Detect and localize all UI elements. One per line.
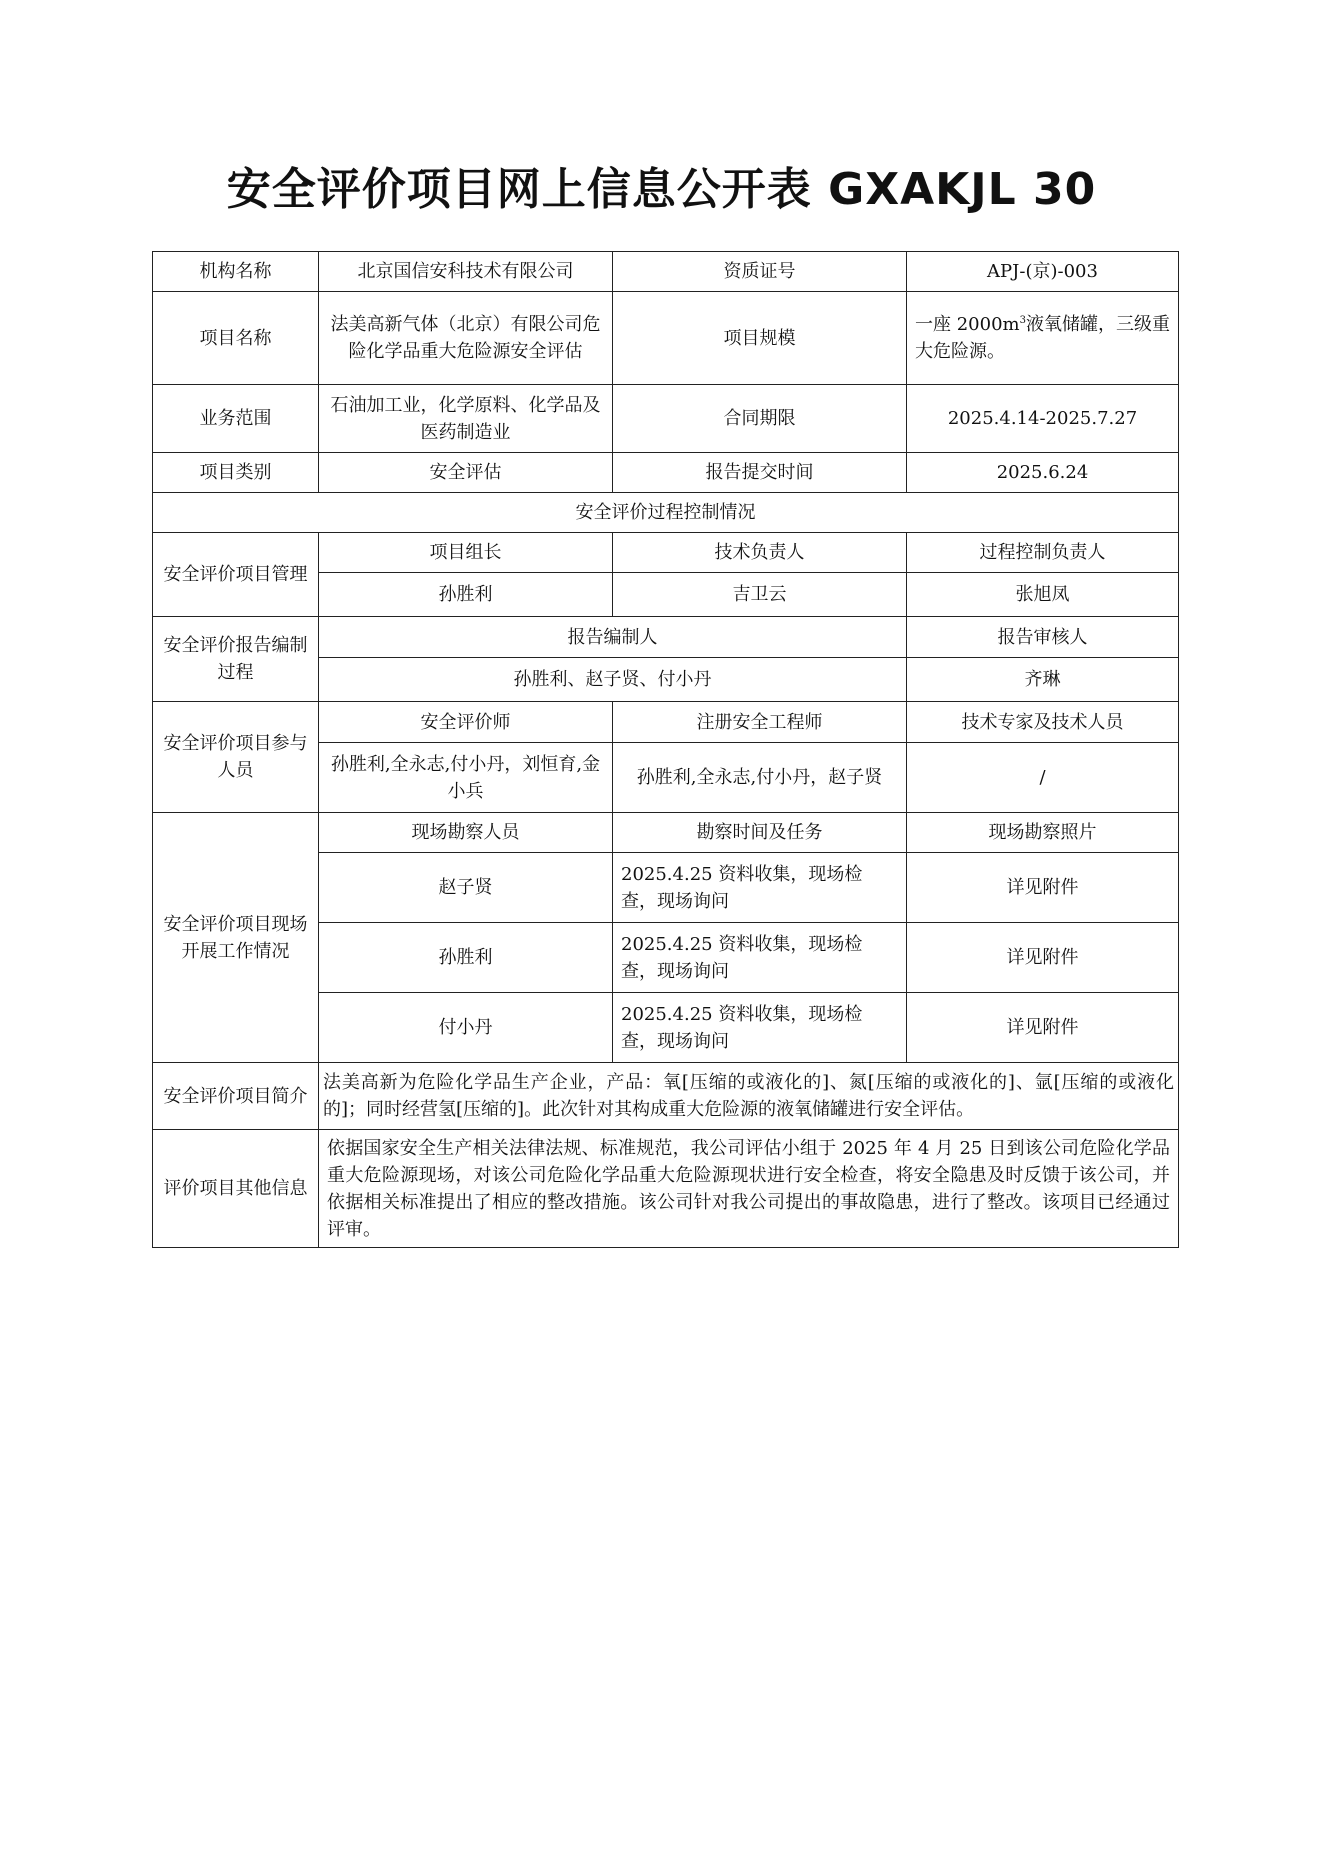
mgmt-header: 技术负责人	[613, 533, 907, 573]
mgmt-header: 项目组长	[319, 533, 613, 573]
site-header: 现场勘察照片	[907, 813, 1179, 853]
site-task: 2025.4.25 资料收集，现场检查，现场询问	[613, 923, 907, 993]
row-summary	[153, 1063, 1179, 1130]
site-person: 付小丹	[319, 993, 613, 1063]
label-org-name: 机构名称	[153, 252, 319, 292]
report-value: 齐琳	[907, 658, 1179, 702]
label-report-submit-time: 报告提交时间	[613, 453, 907, 493]
row-org	[153, 252, 1179, 292]
row-process-section	[153, 493, 1179, 533]
report-header: 报告审核人	[907, 617, 1179, 658]
label-project-name: 项目名称	[153, 292, 319, 385]
site-person: 孙胜利	[319, 923, 613, 993]
label-project-category: 项目类别	[153, 453, 319, 493]
value-summary: 法美高新为危险化学品生产企业，产品：氧[压缩的或液化的]、氮[压缩的或液化的]、氩[压缩的或液化的]；同时经营氢[压缩的]。此次针对其构成重大危险源的液氧储罐进行安全评估。	[319, 1063, 1179, 1130]
label-project-scale: 项目规模	[613, 292, 907, 385]
value-project-name: 法美高新气体（北京）有限公司危险化学品重大危险源安全评估	[319, 292, 613, 385]
value-project-scale	[907, 292, 1179, 385]
participants-value: /	[907, 743, 1179, 813]
scale-text-a: 一座 2000m	[915, 314, 1020, 335]
process-section-heading: 安全评价过程控制情况	[153, 493, 1179, 533]
label-summary: 安全评价项目简介	[153, 1063, 319, 1130]
info-table	[152, 251, 1179, 1248]
participants-value: 孙胜利,全永志,付小丹，赵子贤	[613, 743, 907, 813]
scale-text-b: 液氧储罐，三级重大危险源。	[915, 314, 1170, 362]
mgmt-value: 孙胜利	[319, 573, 613, 617]
row-mgmt-headers	[153, 533, 1179, 573]
participants-header: 安全评价师	[319, 702, 613, 743]
site-task: 2025.4.25 资料收集，现场检查，现场询问	[613, 853, 907, 923]
report-header: 报告编制人	[319, 617, 907, 658]
site-photo: 详见附件	[907, 993, 1179, 1063]
site-person: 赵子贤	[319, 853, 613, 923]
label-contract-period: 合同期限	[613, 385, 907, 453]
row-report-headers	[153, 617, 1179, 658]
report-value: 孙胜利、赵子贤、付小丹	[319, 658, 907, 702]
participants-value: 孙胜利,全永志,付小丹，刘恒育,金小兵	[319, 743, 613, 813]
value-cert-no: APJ-(京)-003	[907, 252, 1179, 292]
row-participants-headers	[153, 702, 1179, 743]
label-project-mgmt: 安全评价项目管理	[153, 533, 319, 617]
site-header: 现场勘察人员	[319, 813, 613, 853]
label-report-process: 安全评价报告编制过程	[153, 617, 319, 702]
value-org-name: 北京国信安科技术有限公司	[319, 252, 613, 292]
site-photo: 详见附件	[907, 923, 1179, 993]
row-category	[153, 453, 1179, 493]
row-business	[153, 385, 1179, 453]
row-site-headers	[153, 813, 1179, 853]
value-contract-period: 2025.4.14-2025.7.27	[907, 385, 1179, 453]
row-project	[153, 292, 1179, 385]
label-participants: 安全评价项目参与人员	[153, 702, 319, 813]
site-photo: 详见附件	[907, 853, 1179, 923]
participants-header: 注册安全工程师	[613, 702, 907, 743]
value-report-submit-time: 2025.6.24	[907, 453, 1179, 493]
label-cert-no: 资质证号	[613, 252, 907, 292]
value-business-scope: 石油加工业，化学原料、化学品及医药制造业	[319, 385, 613, 453]
mgmt-value: 吉卫云	[613, 573, 907, 617]
mgmt-value: 张旭凤	[907, 573, 1179, 617]
site-task: 2025.4.25 资料收集，现场检查，现场询问	[613, 993, 907, 1063]
site-header: 勘察时间及任务	[613, 813, 907, 853]
label-business-scope: 业务范围	[153, 385, 319, 453]
page-title: 安全评价项目网上信息公开表 GXAKJL 30	[226, 164, 1097, 215]
label-other-info: 评价项目其他信息	[153, 1130, 319, 1248]
row-other-info	[153, 1130, 1179, 1248]
value-project-category: 安全评估	[319, 453, 613, 493]
scale-superscript: 3	[1019, 315, 1026, 326]
mgmt-header: 过程控制负责人	[907, 533, 1179, 573]
value-other-info: 依据国家安全生产相关法律法规、标准规范，我公司评估小组于 2025 年 4 月 25 日到该公司危险化学品重大危险源现场，对该公司危险化学品重大危险源现状进行安全检查，将安全隐患及时反馈于该公司，并依据相关标准提出了相应的整改措施。该公司针对我公司提出的事故隐患，进行了整改。该项目已经通过评审。	[319, 1130, 1179, 1248]
label-site-work: 安全评价项目现场开展工作情况	[153, 813, 319, 1063]
participants-header: 技术专家及技术人员	[907, 702, 1179, 743]
